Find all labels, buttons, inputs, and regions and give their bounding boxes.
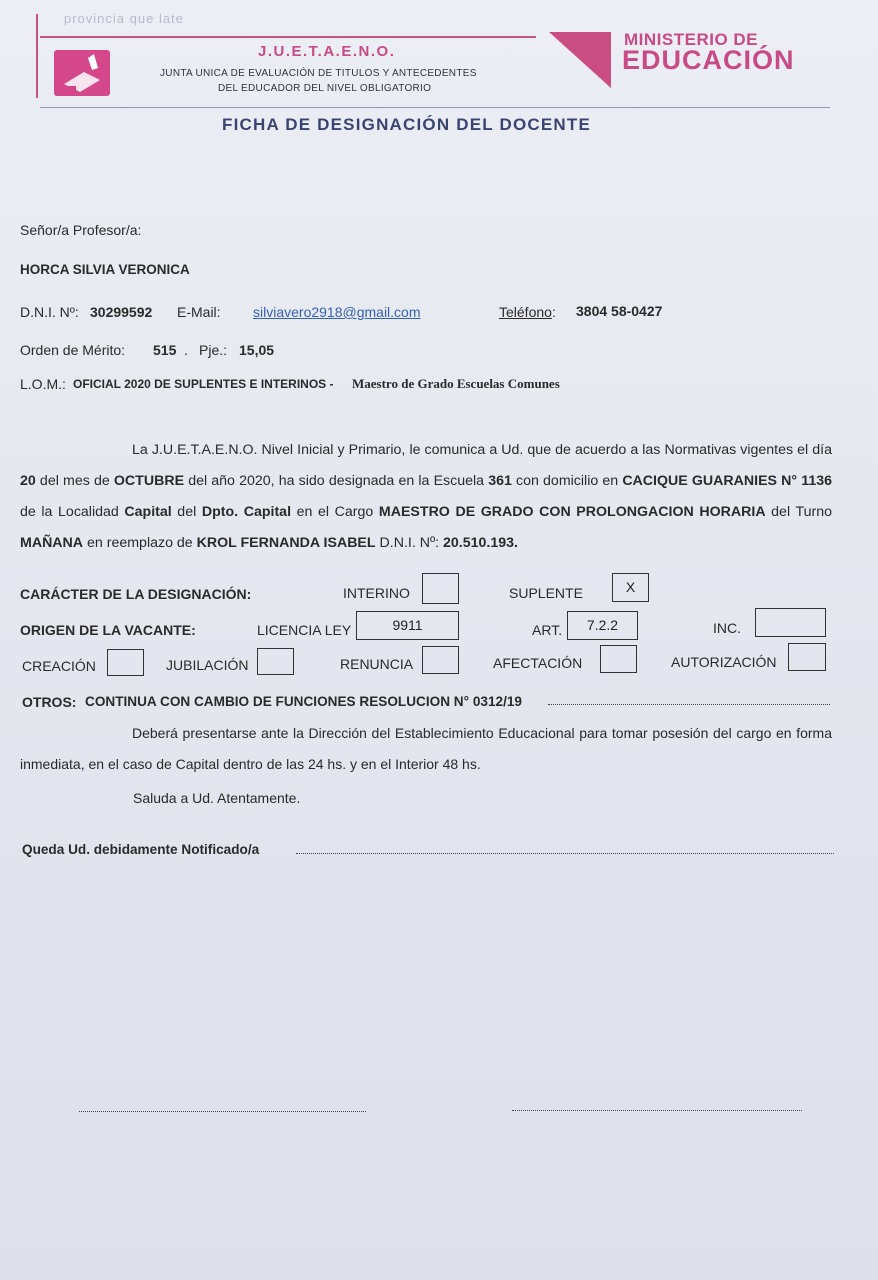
licencia-field[interactable]: 9911 [356, 611, 459, 640]
afectacion-label: AFECTACIÓN [493, 655, 583, 671]
para-text-4: con domicilio en [511, 473, 623, 489]
para-text-8: del Turno [765, 504, 832, 520]
para-text-10: D.N.I. Nº: [375, 535, 444, 551]
renuncia-label: RENUNCIA [340, 656, 414, 672]
merit-separator: . [184, 342, 188, 358]
autorizacion-checkbox[interactable] [788, 643, 826, 671]
phone-label-text: Teléfono [499, 304, 552, 320]
score-label: Pje.: [199, 342, 228, 358]
art-field[interactable]: 7.2.2 [567, 611, 638, 640]
origin-label: ORIGEN DE LA VACANTE: [20, 622, 196, 638]
para-text-5: de la Localidad [20, 504, 125, 520]
salute-text: Saluda a Ud. Atentamente. [133, 790, 301, 806]
merit-value: 515 [153, 342, 177, 358]
ministry-name-line2: EDUCACIÓN [622, 45, 795, 75]
lom-value: OFICIAL 2020 DE SUPLENTES E INTERINOS - [73, 377, 334, 391]
renuncia-checkbox[interactable] [422, 646, 459, 674]
autorizacion-label: AUTORIZACIÓN [671, 654, 777, 670]
interino-checkbox[interactable] [422, 573, 459, 604]
jubilacion-checkbox[interactable] [257, 648, 294, 675]
ministry-name-line1: MINISTERIO DE [624, 30, 759, 49]
inc-label: INC. [713, 620, 741, 636]
lom-position: Maestro de Grado Escuelas Comunes [352, 376, 560, 391]
shift: MAÑANA [20, 535, 84, 551]
position: MAESTRO DE GRADO CON PROLONGACION HORARIA [378, 504, 766, 520]
header-separator [40, 107, 830, 108]
para-text-7: en el Cargo [291, 504, 379, 520]
jueteno-logo [54, 50, 110, 96]
licencia-label: LICENCIA LEY [257, 622, 352, 638]
org-name-line1: JUNTA UNICA DE EVALUACIÓN DE TITULOS Y ANTECEDENTES [160, 68, 477, 79]
teacher-name: HORCA SILVIA VERONICA [20, 262, 190, 277]
otros-value: CONTINUA CON CAMBIO DE FUNCIONES RESOLUCION N° 0312/19 [85, 694, 522, 709]
inc-field[interactable] [755, 608, 826, 637]
otros-label: OTROS: [22, 694, 77, 710]
para-text-9: en reemplazo de [83, 535, 197, 551]
ministry-logo-shape [549, 32, 611, 88]
signature-line-left [79, 1111, 366, 1112]
replaced-teacher: KROL FERNANDA ISABEL [196, 535, 376, 551]
dni-label: D.N.I. Nº: [20, 304, 79, 320]
suplente-label: SUPLENTE [509, 585, 583, 601]
greeting: Señor/a Profesor/a: [20, 222, 142, 238]
para-text-6: del [171, 504, 202, 520]
para-text-1: La J.U.E.T.A.E.N.O. Nivel Inicial y Primario, le comunica a Ud. que de acuerdo a las Normativas vigentes el día [132, 442, 832, 458]
designation-paragraph [20, 435, 832, 559]
phone-label-colon: : [551, 304, 556, 320]
replaced-dni: 20.510.193. [443, 535, 518, 551]
header-line-left [36, 14, 38, 98]
creacion-checkbox[interactable] [107, 649, 144, 676]
score-value: 15,05 [239, 342, 275, 358]
phone-value: 3804 58-0427 [576, 303, 663, 319]
character-label: CARÁCTER DE LA DESIGNACIÓN: [20, 586, 252, 602]
interino-label: INTERINO [343, 585, 410, 601]
para-text-3: del año 2020, ha sido designada en la Escuela [184, 473, 489, 489]
designation-day: 20 [20, 473, 36, 489]
closing-paragraph [20, 718, 832, 780]
locality: Capital [124, 504, 172, 520]
lom-label: L.O.M.: [20, 376, 66, 392]
afectacion-checkbox[interactable] [600, 645, 637, 673]
email-link[interactable]: silviavero2918@gmail.com [253, 304, 421, 320]
para-text-2: del mes de [35, 473, 114, 489]
school-number: 361 [488, 473, 512, 489]
header-faded-text: provincia que late [64, 11, 184, 26]
closing-text: Deberá presentarse ante la Dirección del Establecimiento Educacional para tomar posesión del cargo en forma inmediata, en el caso de Capital dentro de las 24 hs. y en el Interior 48 hs. [20, 725, 832, 772]
org-acronym: J.U.E.T.A.E.N.O. [258, 43, 396, 60]
suplente-checkbox[interactable]: X [612, 573, 649, 602]
department: Dpto. Capital [201, 504, 292, 520]
phone-label [499, 304, 556, 320]
org-name-line2: DEL EDUCADOR DEL NIVEL OBLIGATORIO [218, 83, 432, 94]
designation-month: OCTUBRE [113, 473, 185, 489]
document-title: FICHA DE DESIGNACIÓN DEL DOCENTE [222, 115, 591, 134]
otros-dotted-line [548, 704, 830, 705]
signature-line-right [512, 1110, 802, 1111]
merit-label: Orden de Mérito: [20, 342, 126, 358]
header-line-top [40, 36, 536, 38]
email-label: E-Mail: [177, 304, 221, 320]
notified-signature-line [296, 853, 834, 854]
jubilacion-label: JUBILACIÓN [166, 657, 249, 673]
school-address: CACIQUE GUARANIES N° 1136 [622, 473, 833, 489]
art-label: ART. [532, 622, 563, 638]
notified-label: Queda Ud. debidamente Notificado/a [22, 842, 260, 857]
creacion-label: CREACIÓN [22, 658, 96, 674]
dni-value: 30299592 [90, 304, 153, 320]
